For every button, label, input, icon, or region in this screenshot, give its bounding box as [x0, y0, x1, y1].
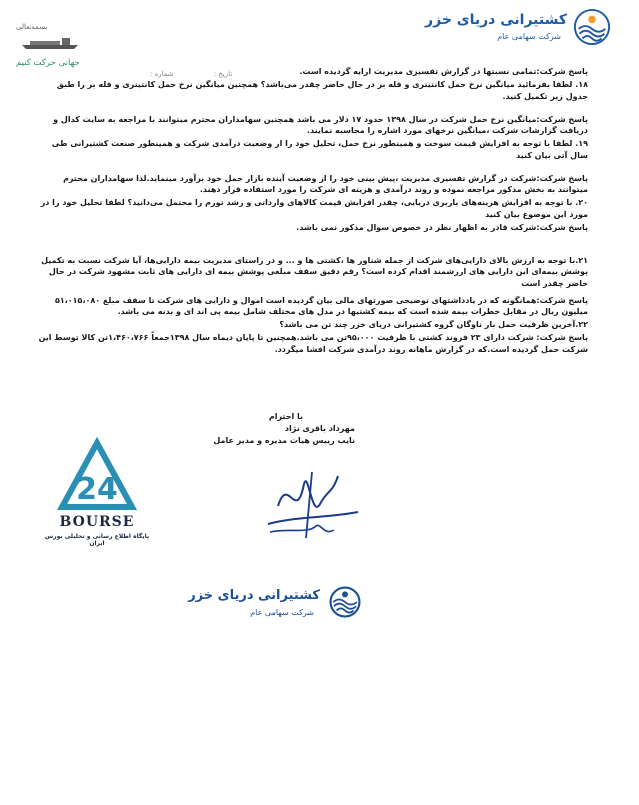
- paragraph-spacer: [36, 235, 588, 245]
- bourse24-watermark: [40, 437, 154, 551]
- body-paragraph: ۱۹. لطفا با توجه به افزایش قیمت سوخت و همینطور نرخ حمل، تحلیل خود را از وضعیت درآمدی شرکت و همینطور صنعت کشتیرانی طی سال آتی بیان کنید: [51, 139, 588, 160]
- basmala: بسمه‌تعالی: [16, 23, 48, 31]
- stamp-company-type: شرکت سهامی عام: [250, 608, 314, 617]
- body-paragraph: پاسخ شرکت:میانگین نرخ حمل شرکت در سال ۱۳۹۸ حدود ۱۷ دلار می باشد همچنین سهامداران محترم میتوانند با مراجعه به سایت کدال و دریافت گزارشات شرکت ،میانگین نرخهای مورد اشاره را محاسبه نمایند.: [53, 114, 588, 135]
- body-paragraph: ۱۸. لطفا بفرمائید میانگین نرخ حمل کانتینری و فله بر در حال حاضر چقدر می‌باشد؟ همچنین میانگین نرخ حمل کانتینری و فله بر را طبق جدول زیر تکمیل کنید.: [56, 80, 588, 101]
- body-paragraph: پاسخ شرکت:همانگونه که در یادداشتهای توضیحی صورتهای مالی بیان گردیده است اموال و دارایی های شرکت تا سقف مبلغ ۵۱،۰۱۵،۰۸۰ میلیون ریال در مقابل خطرات بیمه شده است که بیمه کشتیها در مدل های مختلف شامل بیمه پی اند ای و بدنه می باشد.: [54, 295, 588, 316]
- company-stamp: [182, 585, 362, 631]
- slogan: جهانی حرکت کنیم: [16, 58, 80, 68]
- company-logo: [411, 8, 611, 54]
- paragraph-spacer: [36, 245, 588, 255]
- paragraph-spacer: [36, 104, 588, 114]
- body-paragraph: ۲۱.با توجه به ارزش بالای دارایی‌های شرکت از جمله شناور ها ،کشتی ها و ... و در راستای مدیریت بیمه دارایی‌ها، آیا شرکت نسبت به تکمیل پوشش بیمه‌ای این دارایی های ارزشمند اقدام کرده است؟ رقم دقیق سقف مبلغی پوشش بیمه ای دارایی های ثابت مشهود شرکت در حال حاضر چقدر است: [41, 255, 588, 288]
- stamp-emblem-icon: [328, 585, 362, 619]
- body-paragraph: ۲۰. با توجه به افزایش هزینه‌های باربری دریایی، چقدر افزایش قیمت کالاهای وارداتی و رشد تورم را محتمل می‌دانید؟ لطفا تحلیل خود را در مورد این موضوع بیان کنید: [40, 198, 588, 219]
- closing-respect: با احترام: [268, 412, 303, 421]
- body-paragraph: پاسخ شرکت:شرکت قادر به اظهار نظر در خصوص سوال مذکور نمی باشد.: [296, 222, 588, 232]
- body-paragraph: پاسخ شرکت:شرکت در گزارش تفسیری مدیریت ،پیش بینی خود را از وضعیت آینده بازار حمل خود برآورد مینماید.لذا سهامداران محترم میتوانند به بخش مذکور مراجعه نموده و روند درآمدی و هزینه ای شرکت را مورد استفاده قرار دهند.: [63, 173, 588, 194]
- paragraph-spacer: [36, 163, 588, 173]
- number-label: شماره :: [150, 70, 174, 78]
- body-paragraph: پاسخ شرکت: شرکت دارای ۲۳ فروند کشتی با ظرفیت ۹۵،۰۰۰تن می باشد.همچنین تا پایان دیماه سال ۱۳۹۸جمعاً ۱،۴۶۰،۷۶۶تن کالا توسط این شرکت حمل گردیده است.که در گزارش ماهانه روند درآمدی شرکت افشا میگردد.: [38, 333, 588, 354]
- stamp-company-name: کشتیرانی دریای خزر: [188, 588, 320, 603]
- closing-block: [145, 411, 355, 447]
- bourse24-number: 24: [76, 472, 118, 507]
- body-paragraph: پاسخ شرکت:تمامی نسبتها در گزارش تفسیری مدیریت ارایه گردیده است.: [299, 67, 588, 76]
- bourse24-logo-icon: [40, 437, 154, 517]
- date-label: تاریخ :: [213, 70, 233, 78]
- letter-body: [36, 66, 588, 357]
- signer-name: مهرداد باقری نژاد: [284, 424, 355, 433]
- ship-icon: [20, 36, 82, 50]
- company-type: شرکت سهامی عام: [497, 32, 561, 41]
- bourse24-tagline: پایگاه اطلاع رسانی و تحلیلی بورس ایران: [44, 533, 150, 547]
- sea-emblem-icon: [573, 8, 611, 46]
- body-paragraph: ۲۲.آخرین ظرفیت حمل بار ناوگان گروه کشتیرانی دریای خزر چند تن می باشد؟: [279, 320, 588, 329]
- signature-icon: [258, 464, 370, 542]
- bourse24-word: BOURSE: [59, 514, 135, 530]
- company-name: کشتیرانی دریای خزر: [425, 12, 567, 28]
- signer-title: نایب رییس هیات مدیره و مدیر عامل: [213, 436, 355, 445]
